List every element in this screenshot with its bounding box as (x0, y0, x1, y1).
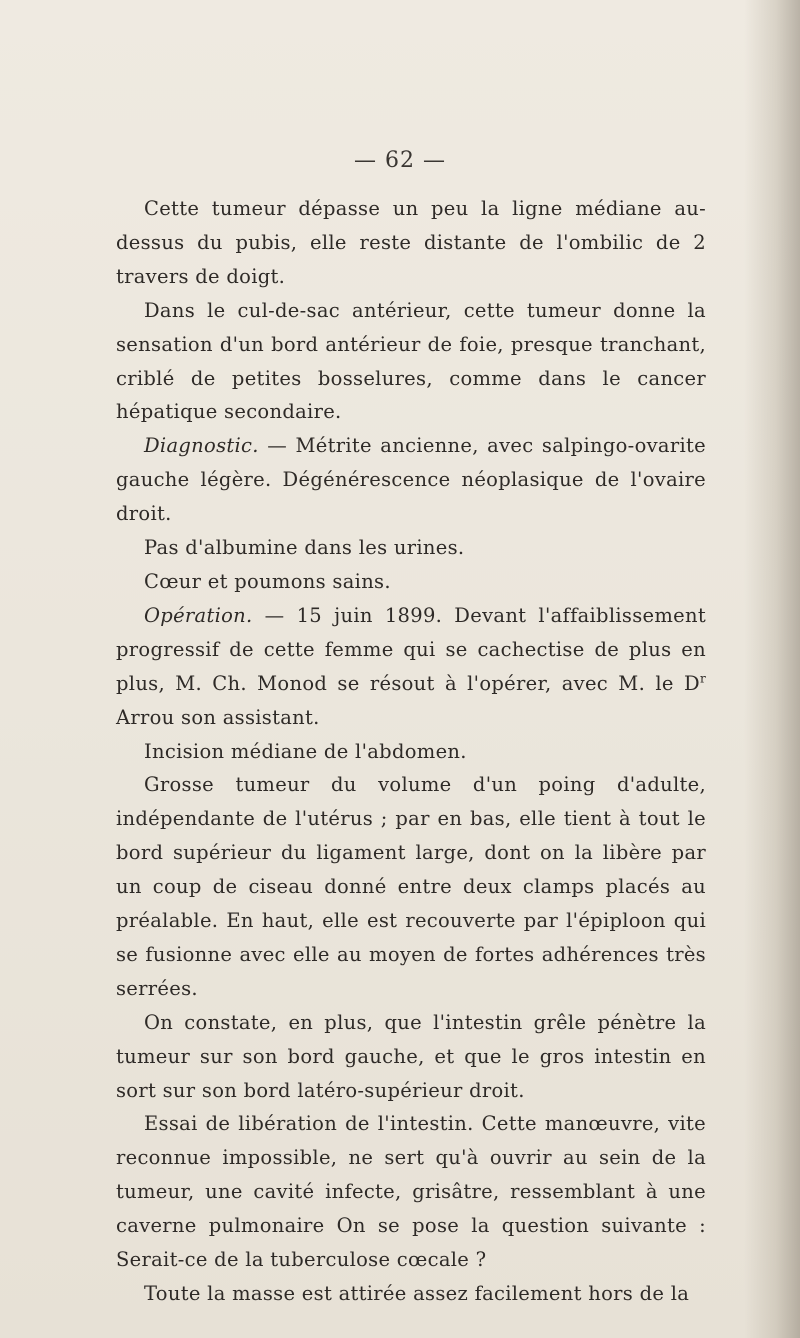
paragraph-cul-de-sac: Dans le cul-de-sac antérieur, cette tumeur donne la sensation d'un bord antérieur de foie, presque tranchant, criblé de petites bosselures, comme dans le cancer hépatique secondaire. (116, 298, 706, 424)
paragraph-liberation-attempt: Essai de libération de l'intestin. Cette manœuvre, vite reconnue impossible, ne sert qu'à ouvrir au sein de la tumeur, une cavité infecte, grisâtre, ressemblant à une caverne pulmonaire On se pose la question suivante : Serait-ce de la tuberculose cœcale ? (116, 1112, 706, 1272)
operation-label: Opération. (144, 603, 253, 627)
paragraph-diagnostic (116, 429, 706, 531)
body-text (116, 192, 706, 1311)
paragraph-incision: Incision médiane de l'abdomen. (144, 739, 467, 763)
paragraph-heart-lungs: Cœur et poumons sains. (144, 569, 391, 593)
operation-text-before: — 15 juin 1899. Devant l'affaiblissement progressif de cette femme qui se cachectise de plus en plus, M. Ch. Monod se résout à l'opérer, avec M. le D (116, 603, 706, 695)
paragraph-operation (116, 599, 706, 735)
paragraph-intestine-observation: On constate, en plus, que l'intestin grêle pénètre la tumeur sur son bord gauche, et que le gros intestin en sort sur son bord latéro-supérieur droit. (116, 1010, 706, 1102)
diagnostic-label: Diagnostic. (144, 434, 259, 458)
page-number: — 62 — (354, 148, 446, 173)
diagnostic-text: — Métrite ancienne, avec salpingo-ovarite gauche légère. Dégénérescence néoplasique de l'ovaire droit. (116, 434, 706, 526)
paragraph-large-tumor: Grosse tumeur du volume d'un poing d'adulte, indépendante de l'utérus ; par en bas, elle tient à tout le bord supérieur du ligament large, dont on la libère par un coup de ciseau donné entre deux clamps placés au préalable. En haut, elle est recouverte par l'épiploon qui se fusionne avec elle au moyen de fortes adhérences très serrées. (116, 773, 706, 1000)
operation-text-after: Arrou son assistant. (116, 705, 320, 729)
paragraph-mass-extraction: Toute la masse est attirée assez facilement hors de la (144, 1282, 690, 1305)
paragraph-urine: Pas d'albumine dans les urines. (144, 536, 465, 560)
paragraph-tumor-position: Cette tumeur dépasse un peu la ligne médiane au-dessus du pubis, elle reste distante de l'ombilic de 2 travers de doigt. (116, 197, 706, 288)
doctor-superscript: r (699, 671, 706, 686)
